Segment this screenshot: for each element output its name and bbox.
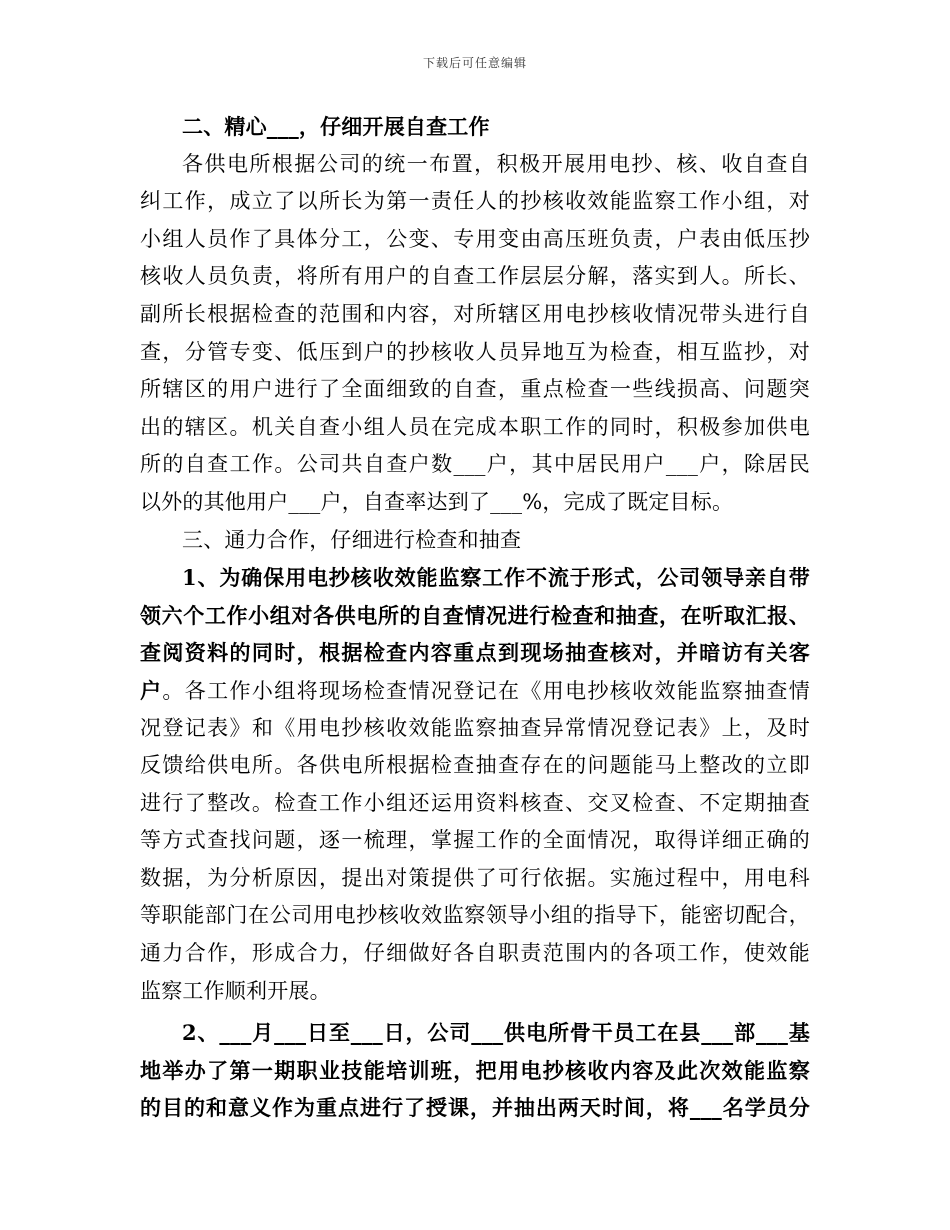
text-line: 进行了整改。检查工作小组还运用资料核查、交叉检查、不定期抽查: [140, 790, 810, 815]
text-line: 监察工作顺利开展。: [140, 978, 331, 1003]
text-line: 等职能部门在公司用电抄核收效监察领导小组的指导下，能密切配合，: [140, 903, 810, 928]
text-line: 纠工作，成立了以所长为第一责任人的抄核收效能监察工作小组，对: [140, 189, 810, 214]
text-line: 各供电所根据公司的统一布置，积极开展用电抄、核、收自查自: [182, 151, 810, 176]
normal-fragment: 。各工作小组将现场检查情况登记在《用电抄核收效能监察抽查情: [162, 678, 810, 703]
text-line-bold: 领六个工作小组对各供电所的自查情况进行检查和抽查，在听取汇报、: [140, 602, 810, 628]
text-line-bold: 查阅资料的同时，根据检查内容重点到现场抽查核对，并暗访有关客: [140, 640, 810, 666]
text-line: 出的辖区。机关自查小组人员在完成本职工作的同时，积极参加供电: [140, 414, 810, 439]
section-heading-3: 三、通力合作，仔细进行检查和抽查: [182, 527, 522, 552]
text-line: 核收人员负责，将所有用户的自查工作层层分解，落实到人。所长、: [140, 264, 810, 289]
text-line-bold: 1、为确保用电抄核收效能监察工作不流于形式，公司领导亲自带: [182, 565, 810, 591]
text-line: 通力合作，形成合力，仔细做好各自职责范围内的各项工作，使效能: [140, 941, 810, 966]
section-3-paragraph-1: [140, 559, 810, 1010]
text-line: 查，分管专变、低压到户的抄核收人员异地互为检查，相互监抄，对: [140, 339, 810, 364]
text-line: 以外的其他用户___户，自查率达到了___%，完成了既定目标。: [140, 489, 734, 514]
text-line-bold: 地举办了第一期职业技能培训班，把用电抄核收内容及此次效能监察: [140, 1057, 810, 1083]
text-line-bold: 的目的和意义作为重点进行了授课，并抽出两天时间，将___名学员分: [140, 1095, 810, 1121]
page-header: 下载后可任意编辑: [422, 56, 527, 70]
document-body: [140, 108, 810, 1127]
section-2-paragraph: [140, 146, 810, 522]
text-line: 等方式查找问题，逐一梳理，掌握工作的全面情况，取得详细正确的: [140, 828, 810, 853]
text-line: 所的自查工作。公司共自查户数___户，其中居民用户___户，除居民: [140, 452, 810, 477]
section-heading-2: 二、精心___，仔细开展自查工作: [182, 114, 490, 139]
text-line: 所辖区的用户进行了全面细致的自查，重点检查一些线损高、问题突: [140, 377, 810, 402]
text-line: 况登记表》和《用电抄核收效能监察抽查异常情况登记表》上，及时: [140, 715, 810, 740]
bold-fragment: 户: [140, 677, 163, 703]
text-line: 数据，为分析原因，提出对策提供了可行依据。实施过程中，用电科: [140, 865, 810, 890]
text-line-bold: 2、___月___日至___日，公司___供电所骨干员工在县___部___基: [182, 1020, 810, 1046]
section-3-paragraph-2: [140, 1014, 810, 1127]
text-line-mixed: [140, 672, 810, 710]
text-line: 副所长根据检查的范围和内容，对所辖区用电抄核收情况带头进行自: [140, 301, 810, 326]
text-line: 反馈给供电所。各供电所根据检查抽查存在的问题能马上整改的立即: [140, 753, 810, 778]
text-line: 小组人员作了具体分工，公变、专用变由高压班负责，户表由低压抄: [140, 226, 810, 251]
